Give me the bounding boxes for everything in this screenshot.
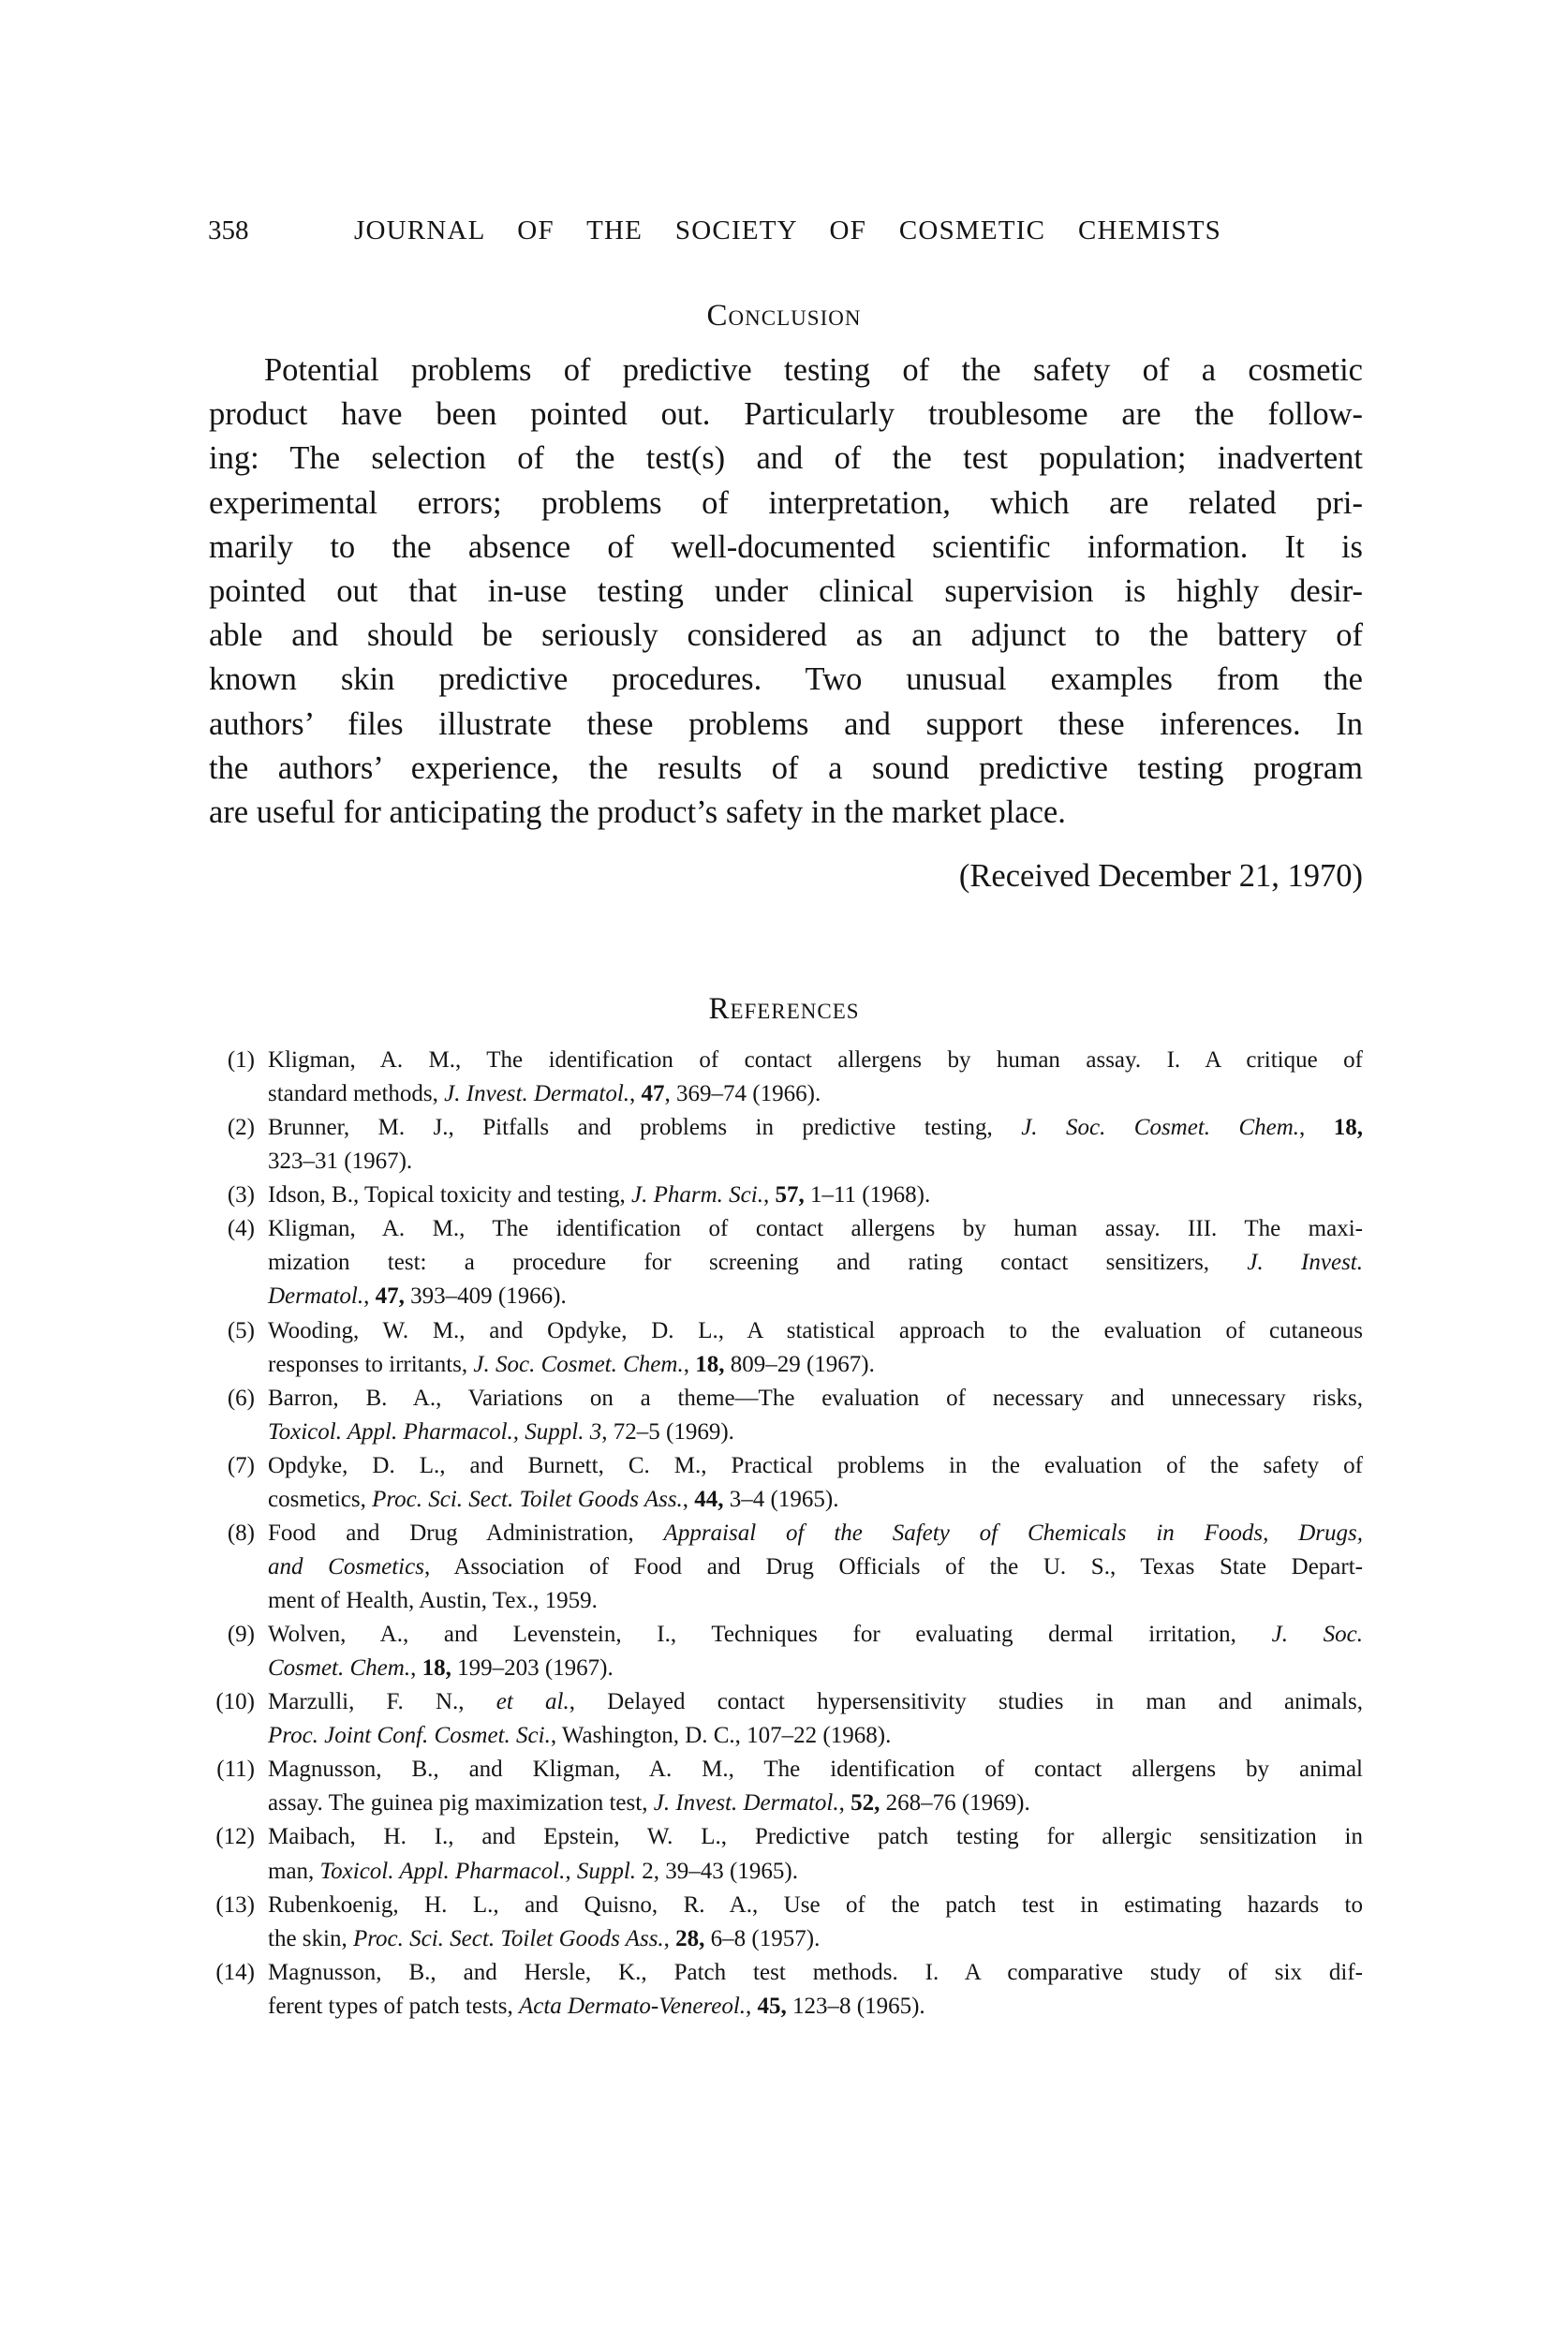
- reference-line: Wolven, A., and Levenstein, I., Techniques for evaluating dermal irritation, J. Soc.: [268, 1622, 1363, 1648]
- reference-line: Proc. Joint Conf. Cosmet. Sci., Washington, D. C., 107–22 (1968).: [268, 1723, 892, 1749]
- paragraph-line: pointed out that in-use testing under clinical supervision is highly desir-: [209, 572, 1363, 609]
- reference-item: [187, 1111, 1363, 1179]
- reference-line: standard methods, J. Invest. Dermatol., 47, 369–74 (1966).: [268, 1081, 821, 1107]
- paragraph-line: able and should be seriously considered as an adjunct to the battery of: [209, 617, 1363, 654]
- conclusion-heading: Conclusion: [706, 299, 862, 333]
- reference-line: Dermatol., 47, 393–409 (1966).: [268, 1283, 567, 1310]
- reference-number: (13): [215, 1891, 255, 1918]
- reference-number: (1): [227, 1047, 255, 1073]
- journal-title: JOURNAL OF THE SOCIETY OF COSMETIC CHEMISTS: [354, 215, 1221, 245]
- reference-item: [187, 1618, 1363, 1685]
- reference-number: (9): [227, 1622, 255, 1648]
- reference-line: the skin, Proc. Sci. Sect. Toilet Goods Ass., 28, 6–8 (1957).: [268, 1925, 821, 1951]
- reference-line: cosmetics, Proc. Sci. Sect. Toilet Goods Ass., 44, 3–4 (1965).: [268, 1486, 839, 1512]
- reference-number: (10): [215, 1689, 255, 1715]
- reference-item: [187, 1753, 1363, 1820]
- paragraph-line: the authors’ experience, the results of a sound predictive testing program: [209, 749, 1363, 786]
- reference-line: man, Toxicol. Appl. Pharmacol., Suppl. 2, 39–43 (1965).: [268, 1858, 798, 1884]
- reference-number: (11): [216, 1757, 255, 1783]
- page-number: 358: [208, 215, 249, 245]
- reference-line: Magnusson, B., and Kligman, A. M., The identification of contact allergens by animal: [268, 1757, 1363, 1783]
- paragraph-line: known skin predictive procedures. Two unusual examples from the: [209, 661, 1363, 698]
- paragraph-line: are useful for anticipating the product’s safety in the market place.: [209, 793, 1066, 830]
- reference-line: Rubenkoenig, H. L., and Quisno, R. A., Use of the patch test in estimating hazards to: [268, 1891, 1363, 1918]
- reference-item: [187, 1382, 1363, 1449]
- paragraph-line: product have been pointed out. Particularly troublesome are the follow-: [209, 396, 1363, 433]
- reference-line: Kligman, A. M., The identification of contact allergens by human assay. III. The maxi-: [268, 1216, 1363, 1242]
- reference-line: ferent types of patch tests, Acta Dermato-Venereol., 45, 123–8 (1965).: [268, 1993, 925, 2019]
- reference-item: [187, 1044, 1363, 1111]
- reference-number: (3): [227, 1182, 255, 1209]
- reference-line: Food and Drug Administration, Appraisal of the Safety of Chemicals in Foods, Drugs,: [268, 1520, 1363, 1546]
- reference-item: [187, 1212, 1363, 1313]
- reference-line: assay. The guinea pig maximization test, J. Invest. Dermatol., 52, 268–76 (1969).: [268, 1790, 1030, 1817]
- reference-line: 323–31 (1967).: [268, 1149, 413, 1175]
- reference-line: Kligman, A. M., The identification of contact allergens by human assay. I. A critique of: [268, 1047, 1363, 1073]
- reference-item: [187, 1889, 1363, 1956]
- reference-line: Idson, B., Topical toxicity and testing, J. Pharm. Sci., 57, 1–11 (1968).: [268, 1182, 931, 1209]
- received-date: (Received December 21, 1970): [958, 858, 1363, 894]
- reference-line: Maibach, H. I., and Epstein, W. L., Predictive patch testing for allergic sensitization in: [268, 1824, 1363, 1850]
- reference-number: (8): [227, 1520, 255, 1546]
- reference-number: (4): [227, 1216, 255, 1242]
- reference-line: Magnusson, B., and Hersle, K., Patch test methods. I. A comparative study of six dif-: [268, 1959, 1363, 1985]
- reference-number: (2): [227, 1115, 255, 1141]
- reference-item: [187, 1685, 1363, 1753]
- reference-line: Barron, B. A., Variations on a theme—The evaluation of necessary and unnecessary risks,: [268, 1385, 1363, 1411]
- reference-line: Opdyke, D. L., and Burnett, C. M., Practical problems in the evaluation of the safety of: [268, 1452, 1363, 1478]
- paragraph-line: Potential problems of predictive testing of the safety of a cosmetic: [264, 352, 1363, 388]
- references-heading: References: [708, 992, 860, 1026]
- reference-item: [187, 1314, 1363, 1382]
- reference-item: [187, 1820, 1363, 1888]
- reference-line: Brunner, M. J., Pitfalls and problems in predictive testing, J. Soc. Cosmet. Chem., 18,: [268, 1115, 1363, 1141]
- conclusion-paragraph: [209, 348, 1363, 835]
- reference-line: Toxicol. Appl. Pharmacol., Suppl. 3, 72–5 (1969).: [268, 1418, 734, 1445]
- reference-line: and Cosmetics, Association of Food and Drug Officials of the U. S., Texas State Depart-: [268, 1553, 1363, 1579]
- reference-line: responses to irritants, J. Soc. Cosmet. Chem., 18, 809–29 (1967).: [268, 1351, 875, 1377]
- reference-line: Marzulli, F. N., et al., Delayed contact hypersensitivity studies in man and animals,: [268, 1689, 1363, 1715]
- reference-number: (6): [227, 1385, 255, 1411]
- reference-number: (14): [215, 1959, 255, 1985]
- paragraph-line: experimental errors; problems of interpretation, which are related pri-: [209, 484, 1363, 521]
- reference-line: Wooding, W. M., and Opdyke, D. L., A statistical approach to the evaluation of cutaneous: [268, 1317, 1363, 1343]
- paragraph-line: marily to the absence of well-documented scientific information. It is: [209, 528, 1363, 565]
- reference-number: (7): [227, 1452, 255, 1478]
- reference-item: [187, 1517, 1363, 1618]
- reference-line: Cosmet. Chem., 18, 199–203 (1967).: [268, 1655, 614, 1682]
- reference-item: [187, 1956, 1363, 2024]
- reference-number: (12): [215, 1824, 255, 1850]
- reference-number: (5): [227, 1317, 255, 1343]
- reference-line: mization test: a procedure for screening and rating contact sensitizers, J. Invest.: [268, 1250, 1363, 1276]
- reference-line: ment of Health, Austin, Tex., 1959.: [268, 1588, 598, 1613]
- reference-item: [187, 1449, 1363, 1517]
- paragraph-line: ing: The selection of the test(s) and of the test population; inadvertent: [209, 440, 1363, 477]
- paragraph-line: authors’ files illustrate these problems and support these inferences. In: [209, 705, 1363, 742]
- references-list: [187, 1044, 1363, 2024]
- reference-item: [187, 1179, 1363, 1212]
